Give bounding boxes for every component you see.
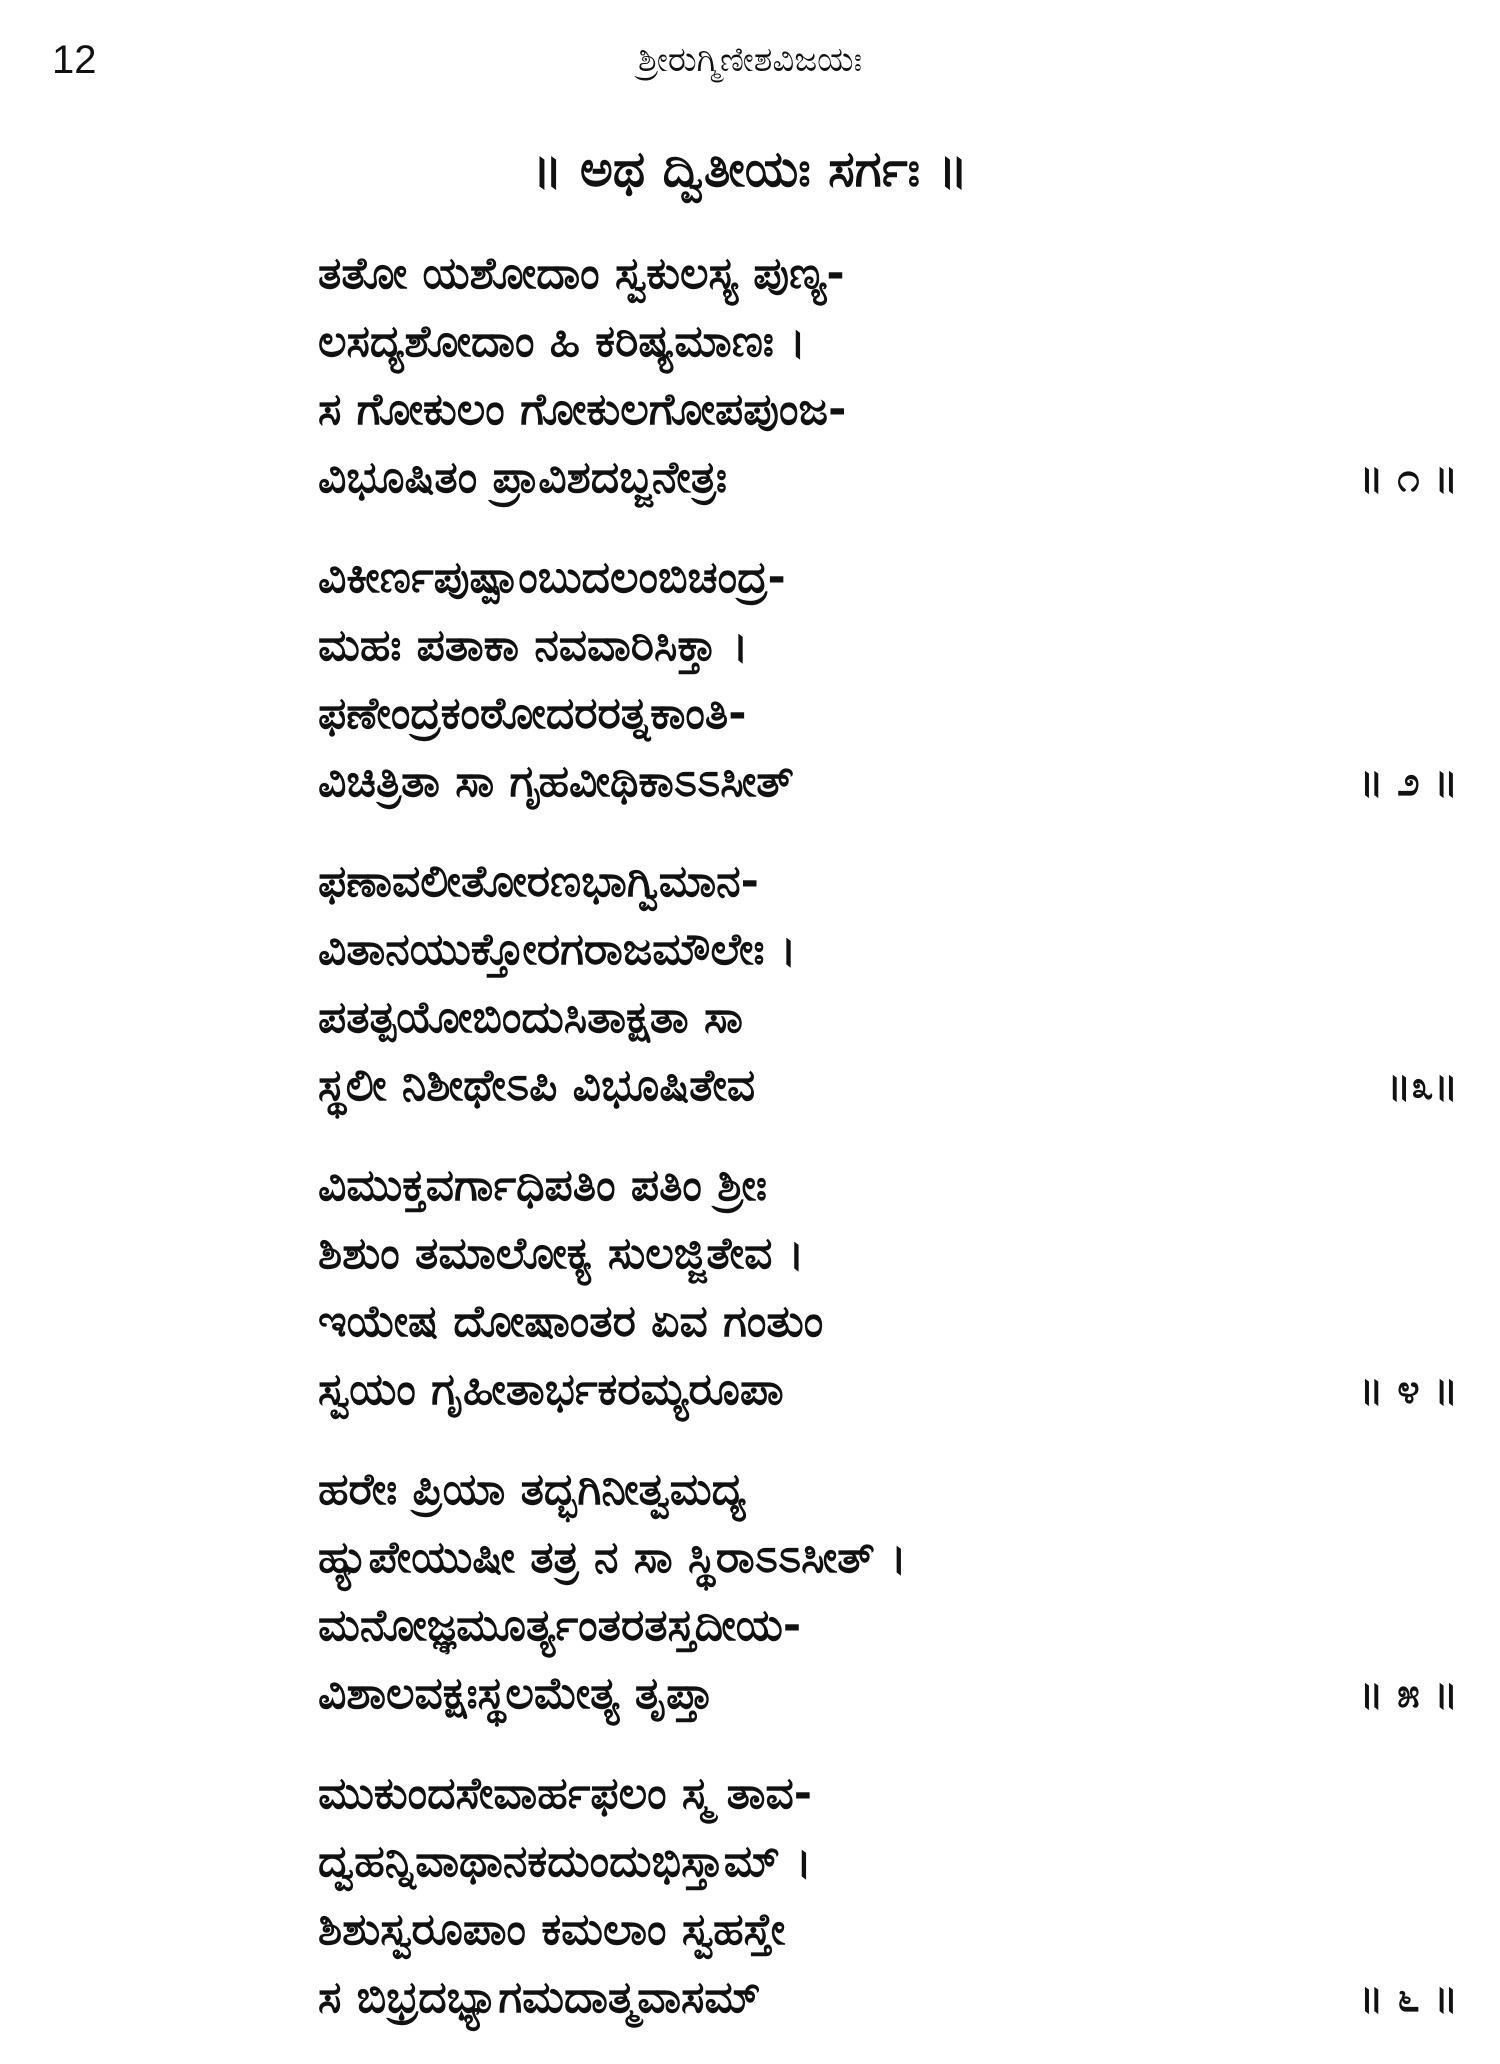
verse bbox=[318, 1152, 1458, 1424]
verse-line: ವಿಭೂಷಿತಂ ಪ್ರಾವಿಶದಬ್ಜನೇತ್ರಃ bbox=[318, 452, 727, 503]
verse-line: ಫಣಾವಲೀತೋರಣಭಾಗ್ವಿಮಾನ- bbox=[318, 856, 759, 907]
verse bbox=[318, 848, 1458, 1120]
verse-line: ಸ್ವಯಂ ಗೃಹೀತಾರ್ಭಕರಮ್ಯರೂಪಾ bbox=[318, 1364, 784, 1415]
verse-line: ವಿಶಾಲವಕ್ಷಃಸ್ಥಲಮೇತ್ಯ ತೃಪ್ತಾ bbox=[318, 1668, 714, 1719]
verse-line: ವಿಮುಕ್ತವರ್ಗಾಧಿಪತಿಂ ಪತಿಂ ಶ್ರೀಃ bbox=[318, 1160, 767, 1211]
verse bbox=[318, 544, 1458, 816]
verse bbox=[318, 240, 1458, 512]
verse-line: ಮಹಃ ಪತಾಕಾ ನವವಾರಿಸಿಕ್ತಾ । bbox=[318, 620, 749, 671]
verse-line: ಶಿಶುಂ ತಮಾಲೋಕ್ಯ ಸುಲಜ್ಜಿತೇವ । bbox=[318, 1228, 805, 1279]
verse-line: ಹ್ಯುಪೇಯುಷೀ ತತ್ರ ನ ಸಾ ಸ್ಥಿರಾಽಽಸೀತ್ । bbox=[318, 1532, 907, 1583]
verse-line: ಫಣೇಂದ್ರಕಂಠೋದರರತ್ನಕಾಂತಿ- bbox=[318, 688, 747, 739]
verse-number: ॥ ೬ ॥ bbox=[1358, 1975, 1458, 2021]
verse-number: ॥ ೨ ॥ bbox=[1358, 759, 1458, 805]
verse-line: ಮನೋಜ್ಞಮೂರ್ತ್ಯಂತರತಸ್ತದೀಯ- bbox=[318, 1600, 802, 1651]
verse-number: ॥೩॥ bbox=[1386, 1063, 1458, 1109]
sarga-title: ॥ ಅಥ ದ್ವಿತೀಯಃ ಸರ್ಗಃ ॥ bbox=[532, 140, 968, 198]
verse-line: ಇಯೇಷ ದೋಷಾಂತರ ಏವ ಗಂತುಂ bbox=[318, 1296, 824, 1347]
verse-line: ಸ ಗೋಕುಲಂ ಗೋಕುಲಗೋಪಪುಂಜ- bbox=[318, 384, 847, 435]
verse-line: ಲಸದ್ಯಶೋದಾಂ ಹಿ ಕರಿಷ್ಯಮಾಣಃ । bbox=[318, 316, 806, 367]
verse-line: ಸ್ಥಲೀ ನಿಶೀಥೇಽಪಿ ವಿಭೂಷಿತೇವ bbox=[318, 1060, 756, 1111]
page-number: 12 bbox=[52, 38, 97, 82]
verses-block bbox=[318, 240, 1458, 2064]
verse bbox=[318, 1760, 1458, 2032]
verse-line: ವಿಕೀರ್ಣಪುಷ್ಪಾಂಬುದಲಂಬಿಚಂದ್ರ- bbox=[318, 552, 786, 603]
verse-line: ಮುಕುಂದಸೇವಾರ್ಹಫಲಂ ಸ್ಮ ತಾವ- bbox=[318, 1768, 812, 1819]
verse-line: ಹರೇಃ ಪ್ರಿಯಾ ತದ್ಭಗಿನೀತ್ವಮದ್ಯ bbox=[318, 1464, 747, 1515]
verse-number: ॥ ೪ ॥ bbox=[1358, 1367, 1458, 1413]
verse-number: ॥ ೧ ॥ bbox=[1358, 455, 1458, 501]
running-header: ಶ್ರೀರುಗ್ಮಿಣೀಶವಿಜಯಃ bbox=[637, 40, 863, 80]
verse-line: ಶಿಶುಸ್ವರೂಪಾಂ ಕಮಲಾಂ ಸ್ವಹಸ್ತೇ bbox=[318, 1904, 786, 1955]
verse-number: ॥ ೫ ॥ bbox=[1358, 1671, 1458, 1717]
verse-line: ವಿತಾನಯುಕ್ತೋರಗರಾಜಮೌಲೇಃ । bbox=[318, 924, 797, 975]
verse-line: ದ್ವಹನ್ನಿವಾಥಾನಕದುಂದುಭಿಸ್ತಾಮ್ । bbox=[318, 1836, 812, 1887]
verse-line: ತತೋ ಯಶೋದಾಂ ಸ್ವಕುಲಸ್ಯ ಪುಣ್ಯ- bbox=[318, 248, 845, 299]
verse-line: ಪತತ್ಪಯೋಬಿಂದುಸಿತಾಕ್ಷತಾ ಸಾ bbox=[318, 992, 743, 1043]
verse-line: ಸ ಬಿಭ್ರದಭ್ಯಾಗಮದಾತ್ಮವಾಸಮ್ bbox=[318, 1972, 761, 2023]
verse bbox=[318, 1456, 1458, 1728]
verse-line: ವಿಚಿತ್ರಿತಾ ಸಾ ಗೃಹವೀಥಿಕಾಽಽಸೀತ್ bbox=[318, 756, 794, 807]
